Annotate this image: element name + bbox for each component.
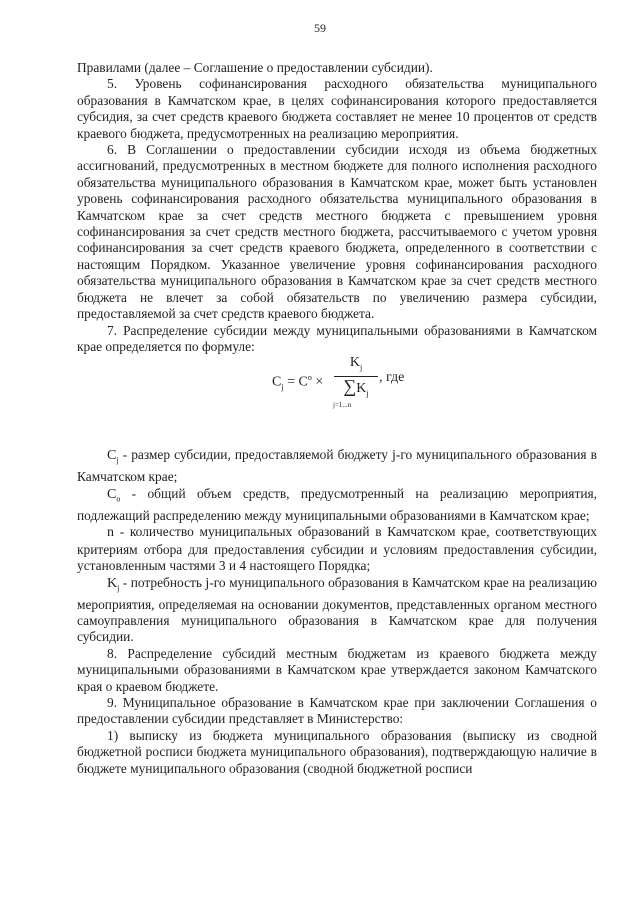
definition-kj: $K_j$ - потребность j-го муниципального образования в Камчатском крае на реализацию мероприятия, определяемая на основании документов, представленных органом местного самоуправления муниципального образования в Камчатском крае для получения субсидии. bbox=[77, 574, 597, 645]
formula-fraction bbox=[334, 355, 378, 403]
paragraph-7: 7. Распределение субсидии между муниципальными образованиями в Камчатском крае определяется по формуле: bbox=[77, 322, 597, 354]
formula-tail: , где bbox=[379, 370, 405, 386]
paragraph-continuation: Правилами (далее – Соглашение о предоставлении субсидии). bbox=[77, 60, 433, 75]
definition-n: n - количество муниципальных образований в Камчатском крае, соответствующих критериям отбора для предоставления субсидии и условиям предоставления субсидии, установленным частями 3 и 4 настоящего Порядка; bbox=[77, 524, 597, 574]
formula-lhs: $C_j = C^o$ × bbox=[272, 373, 324, 392]
paragraph-9-item-1: 1) выписку из бюджета муниципального образования (выписку из сводной бюджетной росписи бюджета муниципального образования), подтверждающую наличие в бюджете муниципального образования (сводной бюджетной росписи bbox=[77, 727, 597, 776]
formula-sum-limits: j=1...n bbox=[333, 401, 352, 410]
definition-co: $C_o$ - общий объем средств, предусмотренный на реализацию мероприятия, подлежащий распределению между муниципальными образованиями в Камчатском крае; bbox=[77, 485, 597, 523]
formula-denominator: $\sum K_j$ bbox=[343, 376, 369, 398]
definition-cj: $C_j$ - размер субсидии, предоставляемой бюджету j-го муниципального образования в Камчатском крае; bbox=[77, 447, 597, 485]
paragraph-5: 5. Уровень софинансирования расходного обязательства муниципального образования в Камчатском крае, в целях софинансирования которого предоставляется субсидия, за счет средств краевого бюджета составляет не менее 10 процентов от средств краевого бюджета, предусмотренных на реализацию мероприятия. bbox=[77, 76, 597, 141]
document-body bbox=[77, 60, 597, 777]
page-number: 59 bbox=[314, 21, 326, 35]
paragraph-9: 9. Муниципальное образование в Камчатском крае при заключении Соглашения о предоставлении субсидии представляет в Министерство: bbox=[77, 695, 597, 727]
distribution-formula bbox=[77, 355, 597, 419]
paragraph-8: 8. Распределение субсидий местным бюджетам из краевого бюджета между муниципальными образованиями в Камчатском крае утверждается законом Камчатского края о краевом бюджете. bbox=[77, 645, 597, 694]
paragraph-6: 6. В Соглашении о предоставлении субсидии исходя из объема бюджетных ассигнований, предусмотренных в местном бюджете для полного исполнения расходного обязательства муниципального образования в Камчатском крае, может быть установлен уровень софинансирования расходного обязательства муниципального образования в Камчатском крае за счет средств местного бюджета с превышением уровня софинансирования за счет средств местного бюджета, рассчитываемого с учетом уровня софинансирования за счет средств краевого бюджета, определенного в соответствии с настоящим Порядком. Указанное увеличение уровня софинансирования расходного обязательства муниципального образования в Камчатском крае за счет средств местного бюджета не влечет за собой обязательств по увеличению размера субсидии, предоставляемой за счет средств краевого бюджета. bbox=[77, 142, 597, 322]
formula-numerator: $K_j$ bbox=[334, 355, 378, 377]
